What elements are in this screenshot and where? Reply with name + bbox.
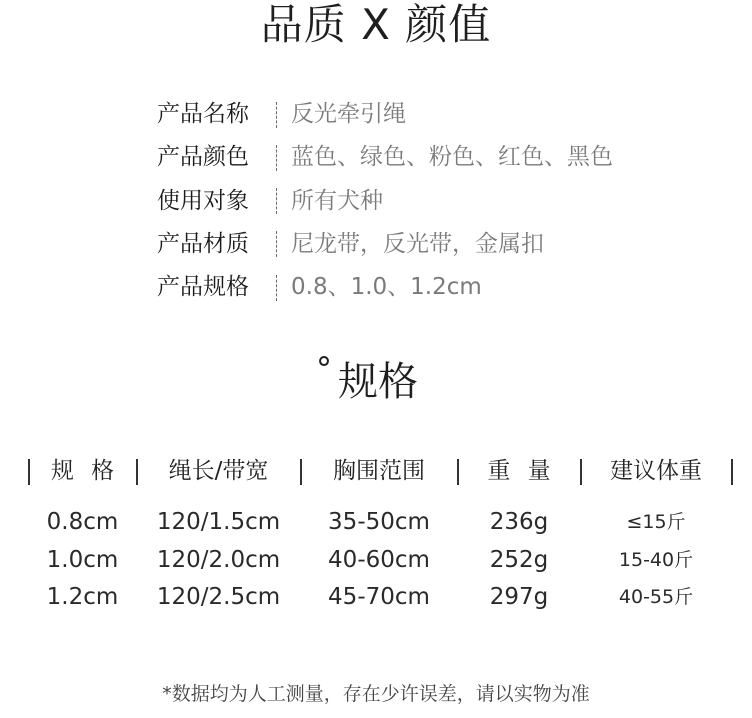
spec-label: 产品材质 xyxy=(157,230,249,257)
table-cell: 120/2.5cm xyxy=(156,584,281,610)
dashed-divider xyxy=(276,275,277,301)
table-cell: 236g xyxy=(489,509,549,535)
spec-value: 蓝色、绿色、粉色、红色、黑色 xyxy=(291,144,613,171)
footnote: *数据均为人工测量，存在少许误差，请以实物为准 xyxy=(162,683,590,705)
column-divider xyxy=(731,459,733,485)
spec-row-color xyxy=(157,136,717,179)
spec-list xyxy=(157,93,717,309)
dashed-divider xyxy=(276,231,277,257)
table-cell: 15-40斤 xyxy=(618,548,694,571)
header-chest-range: 胸围范围 xyxy=(333,458,425,484)
header-size: 规 格 xyxy=(50,458,115,484)
table-cell: 0.8cm xyxy=(46,509,119,535)
page-title: 品质 X 颜值 xyxy=(260,0,492,49)
table-cell: 120/2.0cm xyxy=(156,546,281,573)
size-heading-text: 规格 xyxy=(338,359,418,405)
spec-row-target xyxy=(157,180,717,223)
table-cell: 40-60cm xyxy=(328,546,430,573)
spec-value: 所有犬种 xyxy=(291,187,383,214)
spec-label: 产品规格 xyxy=(157,274,249,301)
dashed-divider xyxy=(276,188,277,214)
table-row xyxy=(0,579,752,617)
spec-row-name xyxy=(157,93,717,136)
header-suggested-weight: 建议体重 xyxy=(610,458,702,484)
spec-row-size xyxy=(157,266,717,309)
table-cell: 35-50cm xyxy=(328,509,430,535)
table-cell: 40-55斤 xyxy=(618,586,694,608)
table-cell: 252g xyxy=(489,546,549,573)
spec-label: 产品名称 xyxy=(157,101,249,127)
table-row xyxy=(0,504,752,542)
size-table-header xyxy=(0,456,752,486)
size-section-heading xyxy=(316,350,436,409)
spec-value: 0.8、1.0、1.2cm xyxy=(291,274,482,301)
dashed-divider xyxy=(276,145,277,171)
table-row xyxy=(0,542,752,580)
table-cell: 1.2cm xyxy=(46,584,119,610)
size-table-body xyxy=(0,504,752,617)
table-cell: ≤15斤 xyxy=(626,511,686,533)
table-cell: 120/1.5cm xyxy=(156,509,281,535)
degree-mark: ° xyxy=(316,350,332,388)
dashed-divider xyxy=(276,102,277,128)
table-cell: 297g xyxy=(489,584,549,610)
table-cell: 45-70cm xyxy=(328,584,430,610)
spec-label: 产品颜色 xyxy=(157,144,249,171)
spec-value: 反光牵引绳 xyxy=(291,101,406,127)
spec-label: 使用对象 xyxy=(157,187,249,214)
table-cell: 1.0cm xyxy=(46,546,119,573)
spec-row-material xyxy=(157,223,717,266)
spec-value: 尼龙带，反光带，金属扣 xyxy=(291,230,544,257)
header-weight: 重 量 xyxy=(487,458,551,484)
header-length-width: 绳长/带宽 xyxy=(168,458,269,484)
